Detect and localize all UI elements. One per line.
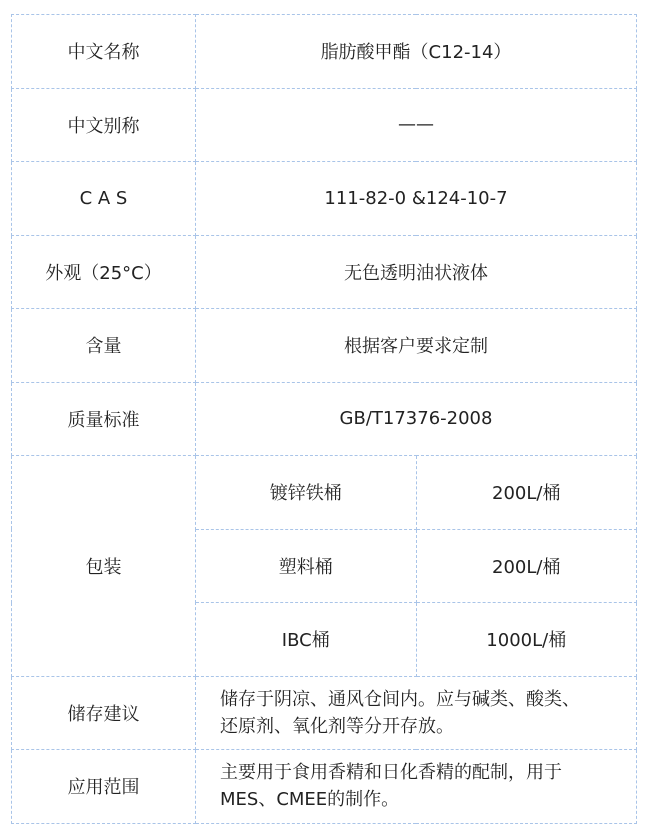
product-spec-table-container — [11, 14, 637, 824]
table-row — [12, 162, 637, 236]
table-row — [12, 676, 637, 750]
product-spec-table — [11, 14, 637, 824]
packaging-size: 200L/桶 — [416, 456, 637, 530]
packaging-size: 200L/桶 — [416, 529, 637, 603]
table-row — [12, 235, 637, 309]
alias-value: —— — [196, 88, 637, 162]
chinese-name-value: 脂肪酸甲酯（C12-14） — [196, 15, 637, 89]
appearance-value: 无色透明油状液体 — [196, 235, 637, 309]
packaging-type: 镀锌铁桶 — [196, 456, 417, 530]
packaging-type: 塑料桶 — [196, 529, 417, 603]
storage-line: 储存于阴凉、通风仓间内。应与碱类、酸类、 — [220, 688, 580, 710]
table-row — [12, 382, 637, 456]
content-label: 含量 — [12, 309, 196, 383]
alias-label: 中文别称 — [12, 88, 196, 162]
appearance-label: 外观（25°C） — [12, 235, 196, 309]
application-label: 应用范围 — [12, 750, 196, 824]
standard-label: 质量标准 — [12, 382, 196, 456]
table-row — [12, 750, 637, 824]
storage-line: 还原剂、氧化剂等分开存放。 — [220, 715, 454, 737]
storage-label: 储存建议 — [12, 676, 196, 750]
cas-value: 111-82-0 &124-10-7 — [196, 162, 637, 236]
standard-value: GB/T17376-2008 — [196, 382, 637, 456]
table-row — [12, 15, 637, 89]
application-value — [196, 750, 637, 824]
chinese-name-label: 中文名称 — [12, 15, 196, 89]
application-line: MES、CMEE的制作。 — [220, 789, 400, 811]
content-value: 根据客户要求定制 — [196, 309, 637, 383]
table-row — [12, 88, 637, 162]
application-line: 主要用于食用香精和日化香精的配制，用于 — [220, 762, 562, 784]
table-row — [12, 309, 637, 383]
cas-label: C A S — [12, 162, 196, 236]
packaging-type: IBC桶 — [196, 603, 417, 677]
packaging-label: 包装 — [12, 456, 196, 677]
packaging-size: 1000L/桶 — [416, 603, 637, 677]
storage-value — [196, 676, 637, 750]
table-row — [12, 456, 637, 530]
